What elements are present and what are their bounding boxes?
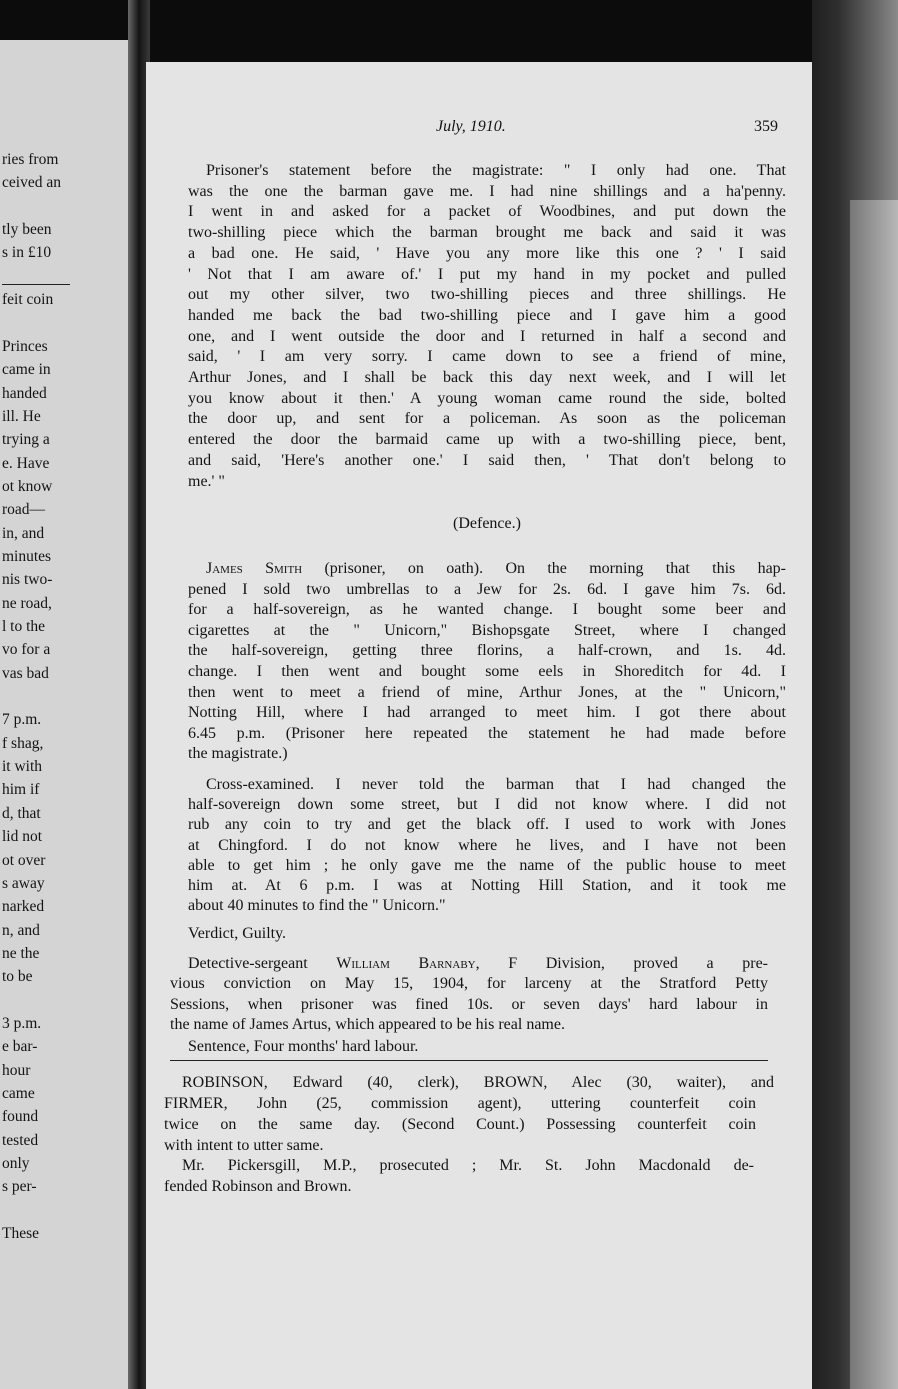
left-page-fragment: d, that [2,804,41,822]
text-line [164,1095,756,1113]
text-line [188,224,786,242]
left-page-fragment: only [2,1155,30,1173]
left-page-fragment: These [2,1225,40,1243]
text-span: the name of James Artus, which appeared to be his real name. [170,1015,565,1033]
left-page-fragment: f shag, [2,734,44,752]
left-page-fragment: Princes [2,337,48,355]
text-span: for a half-sovereign, as he wanted change. I bought some beer and [188,601,786,619]
text-span: twice on the same day. (Second Count.) Possessing counterfeit coin [164,1116,756,1133]
text-span: Sentence, Four months' hard labour. [188,1038,419,1055]
text-line [188,816,786,834]
text-line [188,203,786,221]
text-span: handed me back the bad two-shilling piece and I gave him a good [188,306,786,324]
left-page-fragment: ill. He [2,407,41,425]
text-span: the half-sovereign, getting three florins, a half-crown, and 1s. 4d. [188,642,786,660]
left-page-fragment: came in [2,361,51,379]
text-span: you know about it then.' A young woman came round the side, bolted [188,389,786,407]
page-number: 359 [754,118,778,135]
text-span: me.' " [188,472,225,490]
text-span: able to get him ; he only gave me the name of the public house to meet [188,856,786,874]
text-span: ' Not that I am aware of.' I put my hand in my pocket and pulled [188,265,786,283]
text-span: with intent to utter same. [164,1137,324,1154]
left-page-fragment: n, and [2,921,40,939]
text-line [182,1157,754,1175]
left-page-fragment: minutes [2,547,52,565]
text-span: Cross-examined. I never told the barman that I had changed the [206,776,786,793]
left-page-fragment: lid not [2,828,43,846]
text-span: ROBINSON, Edward (40, clerk), BROWN, Alec (30, waiter), and [182,1074,774,1091]
left-page-fragment: road— [2,501,46,519]
text-line [188,431,786,449]
header-date: July, 1910. [436,118,506,135]
text-line [188,897,786,915]
text-line [188,955,768,973]
left-page-fragment: s away [2,874,45,892]
left-page-rule [2,284,70,285]
text-line [188,348,786,366]
left-page-fragment: tested [2,1131,39,1149]
person-name: James Smith [206,560,303,577]
text-line [188,452,786,470]
text-span: Mr. Pickersgill, M.P., prosecuted ; Mr. St. John Macdonald de- [182,1157,754,1174]
text-span: then went to meet a friend of mine, Arthur Jones, at the " Unicorn," [188,683,786,701]
text-span: a bad one. He said, ' Have you any more like this one ? ' I said [188,244,786,262]
text-line [188,704,786,722]
left-page-fragment: narked [2,898,45,916]
text-line [188,837,786,855]
text-line [170,1016,768,1034]
text-line [188,266,786,284]
left-page-fragment: handed [2,384,47,402]
defence-heading: (Defence.) [453,515,521,532]
text-line [188,390,786,408]
left-page-fragment: trying a [2,431,50,449]
left-page-fragment: s per- [2,1178,37,1196]
text-line [188,410,786,428]
text-span: vious conviction on May 15, 1904, for larceny at the Stratford Petty [170,975,768,993]
text-span: out my other silver, two two-shilling pieces and three shillings. He [188,286,786,304]
text-line [188,745,786,763]
text-line [188,925,768,943]
text-line [188,1038,768,1056]
left-page-fragment: him if [2,781,40,799]
left-page-fragment: l to the [2,618,46,635]
text-span: at Chingford. I do not know where he lives, and I have not been [188,836,786,854]
text-span: was the one the barman gave me. I had nine shillings and a ha'penny. [188,182,786,200]
text-line [188,369,786,387]
left-page-fragment: 7 p.m. [2,711,42,729]
text-line [188,245,786,263]
text-line [188,601,786,619]
text-span: entered the door the barmaid came up with a two-shilling piece, bent, [188,431,786,449]
left-page-fragment: in, and [2,524,45,542]
text-line [188,725,786,743]
text-line [188,183,786,201]
text-span: the door up, and sent for a policeman. As soon as the policeman [188,410,786,428]
page-header [180,118,780,142]
text-span: FIRMER, John (25, commission agent), uttering counterfeit coin [164,1095,756,1112]
text-line [206,560,786,578]
text-span: one, and I went outside the door and I returned in half a second and [188,327,786,345]
text-line [188,328,786,346]
text-line [188,473,786,491]
text-span: change. I then went and bought some eels in Shoreditch for 4d. I [188,663,786,680]
left-page-fragment: s in £10 [2,244,52,262]
person-name: William Barnaby [336,955,476,972]
left-page-fragment: ot know [2,477,53,495]
text-line [182,1074,774,1092]
text-span: Detective-sergeant [188,955,337,972]
text-span: I went in and asked for a packet of Woodbines, and put down the [188,203,786,221]
text-span: him at. At 6 p.m. I was at Notting Hill Station, and it took me [188,877,786,894]
left-page-fragment: vas bad [2,664,49,682]
text-span: two-shilling piece which the barman brought me back and said it was [188,224,786,242]
text-line [188,796,786,814]
text-span: rub any coin to try and get the black off. I used to work with Jones [188,816,786,834]
left-page [0,40,135,1389]
text-line [164,1116,756,1134]
text-span: , F Division, proved a pre- [475,955,769,972]
text-span: half-sovereign down some street, but I did not know where. I did not [188,796,786,814]
text-line [170,975,768,993]
left-page-fragment: ne the [2,944,40,962]
text-line [188,581,786,599]
text-line [188,307,786,325]
text-span: said, ' I am very sorry. I came down to see a friend of mine, [188,348,786,366]
left-page-fragment: e. Have [2,454,50,472]
left-page-fragment: to be [2,968,33,986]
text-span: fended Robinson and Brown. [164,1178,352,1195]
text-span: Prisoner's statement before the magistrate: " I only had one. That [206,162,786,179]
text-line [170,996,768,1014]
left-page-fragment: ceived an [2,174,61,192]
text-line [206,162,786,180]
section-rule [170,1060,768,1061]
text-line [188,286,786,304]
text-line [188,857,786,875]
text-line [188,684,786,702]
text-span: Verdict, Guilty. [188,925,287,942]
text-line [206,776,786,794]
text-span: the magistrate.) [188,745,288,763]
text-span: cigarettes at the " Unicorn," Bishopsgate Street, where I changed [188,621,786,639]
left-page-fragment: it with [2,758,43,776]
left-page-fragment: nis two- [2,571,53,589]
text-line [164,1137,756,1155]
left-page-fragment: ot over [2,851,46,869]
text-span: Sessions, when prisoner was fined 10s. or seven days' hard labour in [170,995,768,1013]
left-page-fragment: feit coin [2,291,54,309]
text-span: (prisoner, on oath). On the morning that this hap- [302,560,787,577]
text-line [188,622,786,640]
left-page-fragment: hour [2,1061,31,1079]
text-span: and said, 'Here's another one.' I said then, ' That don't belong to [188,451,786,469]
text-span: 6.45 p.m. (Prisoner here repeated the statement he had made before [188,724,786,742]
left-page-fragment: ries from [2,151,59,168]
book-edge-shade [850,200,898,1389]
text-span: about 40 minutes to find the " Unicorn." [188,897,446,915]
text-line [188,642,786,660]
left-page-fragment: vo for a [2,641,51,659]
left-page-fragment: found [2,1108,39,1126]
left-page-fragment: tly been [2,221,52,239]
text-line [188,877,786,895]
left-page-fragment: e bar- [2,1038,38,1056]
text-span: pened I sold two umbrellas to a Jew for 2s. 6d. I gave him 7s. 6d. [188,580,786,598]
text-span: Arthur Jones, and I shall be back this day next week, and I will let [188,369,786,386]
left-page-fragment: 3 p.m. [2,1014,42,1032]
text-line [164,1178,756,1196]
left-page-fragment: came [2,1085,35,1102]
left-page-fragment: ne road, [2,594,52,612]
text-line [188,663,786,681]
text-span: Notting Hill, where I had arranged to meet him. I got there about [188,704,786,722]
